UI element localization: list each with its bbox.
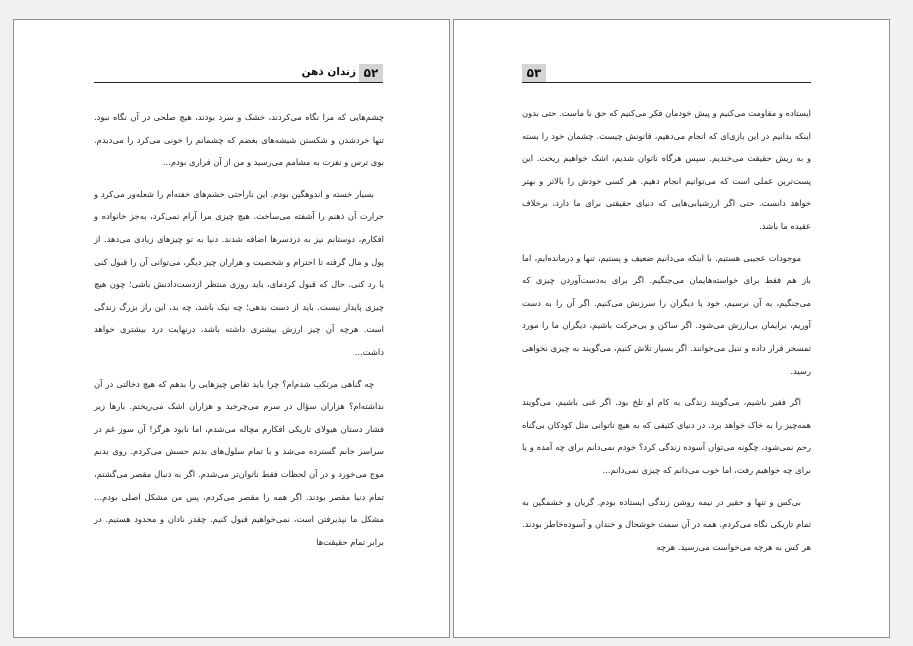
running-title: زندان ذهن [301,66,356,78]
page-body [522,102,811,567]
paragraph: موجودات عجیبی هستیم. با اینکه می‌دانیم ضعیف و پستیم، تنها و درمانده‌ایم، اما باز هم فقط برای خواسته‌هایمان می‌جنگیم. اگر برای به‌دست‌آوردن چیزی که می‌جنگیم، به آن نرسیم، خود یا دیگران را سرزنش می‌کنیم. اگر آن را به دست آوریم، برایمان بی‌ارزش می‌شود. اگر ساکن و بی‌حرکت باشیم، دیگران ما را مورد تمسخر قرار داده و تنبل می‌خوانند. اگر بسیار تلاش کنیم، می‌گویند به چیزی نخواهی رسید. [522,252,811,376]
page-body [94,106,384,562]
paragraph: چه گناهی مرتکب شدم‌ام؟ چرا باید تقاص چیزهایی را بدهم که هیچ دخالتی در آن نداشته‌ام؟ هزاران سؤال در سرم می‌چرخید و هزاران اشک می‌ریختم. بارها زیر فشار دستان هیولای تاریکی افکارم مچاله می‌شدم، اما نابود هرگز! آن سوز غم در سراسر جانم گسترده می‌شد و با تمام سلول‌های بدنم حسش می‌کردم. روی بدنم موج می‌خورد و در آن لحظات فقط ناتوان‌تر می‌شدم. اگر به دنبال مقصر می‌گشتم، تمام دنیا مقصر بودند. اگر همه را مقصر می‌کردم، پس من مشکل اصلی بودم... مشکل ما نپذیرفتن است، نمی‌خواهیم قبول کنیم. چقدر نادان و محدود هستیم. در برابر تمام حقیقت‌ها [94,378,384,547]
paragraph: چشم‌هایی که مرا نگاه می‌کردند، خشک و سرد بودند، هیچ صلحی در آن نگاه نبود. تنها خردشدن و شکستن شیشه‌های بغضم که چشمانم را خونی می‌کرد را می‌دیدم. بوی ترس و نفرت به مشامم می‌رسید و من از آن فراری بودم... [94,112,384,168]
paragraph: اگر فقیر باشیم، می‌گویند زندگی به کام او تلخ بود. اگر غنی باشیم، می‌گویند همه‌چیز را به خاک خواهد برد. در دنیای کثیفی که به هیچ ناتوانی مثل کودکان بی‌گناه رحم نمی‌شود، چگونه می‌توان آسوده زندگی کرد؟ خودم نمی‌دانم برای چه آمده و یا برای چه خواهیم رفت، اما خوب می‌دانم که چیزی نمی‌دانم... [522,397,811,475]
paragraph: بسیار خسته و اندوهگین بودم. این ناراحتی خشم‌های خفته‌ام را شعله‌ور می‌کرد و حرارت آن ذهنم را آشفته می‌ساخت. هیچ چیزی مرا آرام نمی‌کرد، به‌جز خانواده و افکارم، دوستانم نیز به دردسرها اضافه شدند. دنیا به تو چیزهای زیادی می‌دهد. از پول و مال گرفته تا احترام و شخصیت و هزاران چیز دیگر، می‌توانی آن را قبول کنی یا رد کنی. حال که قبول کردمای، باید روزی منتظر ازدست‌دادنش باشی؛ چون هیچ چیزی پایدار نیست. باید از دست بدهی؛ چه نیک باشد، چه بد، این راز بزرگ زندگی است. هرچه آن چیز ارزش بیشتری داشته باشد، درنهایت درد بیشتری خواهد داشت... [94,188,384,357]
page-header [94,64,383,83]
paragraph: بی‌کس و تنها و حقیر در نیمه روشن زندگی ایستاده بودم. گریان و خشمگین به تمام تاریکی نگاه می‌کردم. همه در آن سمت خوشحال و خندان و آسوده‌خاطر بودند. هر کس به هرچه می‌خواست می‌رسید. هرچه [522,496,811,552]
left-page [13,19,450,638]
page-number: ۵۲ [359,64,383,82]
paragraph: ایستاده و مقاومت می‌کنیم و پیش خودمان فکر می‌کنیم که حق با ماست. حتی بدون اینکه بدانیم در این بازی‌ای که انجام می‌دهیم، قانونش چیست. چشمان خود را بسته و به ریش حقیقت می‌خندیم. سپس هرگاه ناتوان شدیم، اشک خواهیم ریخت. این پست‌ترین عملی است که می‌توانیم انجام دهیم. هر کسی خودش را بالاتر و بهتر خواهد دانست. حتی اگر ارزشیابی‌هایی که دنیای حقیقتی برای ما دارد، برخلاف عقیده ما باشد. [522,108,811,231]
page-number: ۵۳ [522,64,546,82]
page-header [522,64,811,83]
right-page [453,19,890,638]
